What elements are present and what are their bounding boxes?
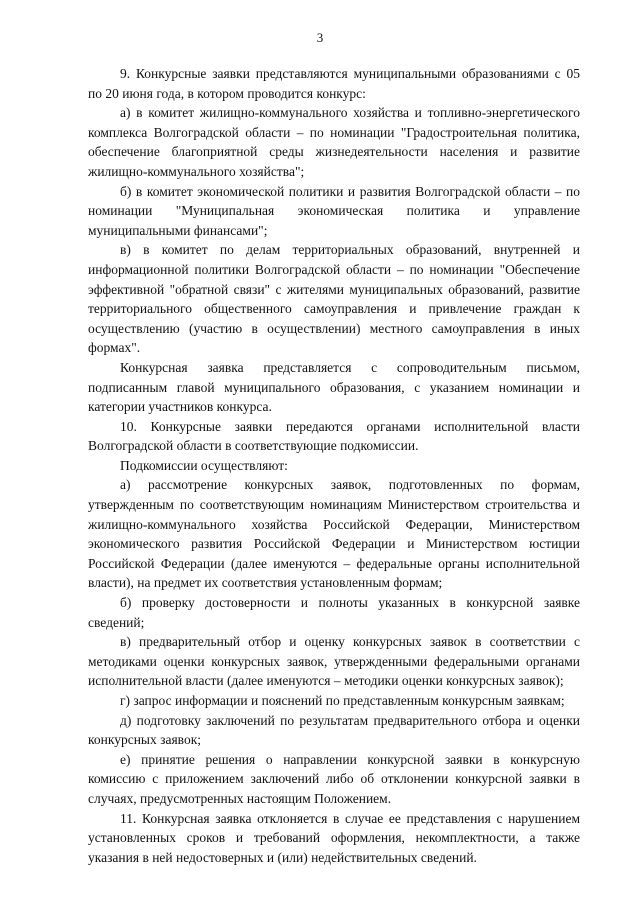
paragraph-10b: б) проверку достоверности и полноты указанных в конкурсной заявке сведений; <box>88 595 580 630</box>
paragraph-9a: а) в комитет жилищно-коммунального хозяйства и топливно-энергетического комплекса Волгоградской области – по номинации "Градостроительная политика, обеспечение благоприятной среды жизнедеятельности населения и развитие жилищно-коммунального хозяйства"; <box>88 105 580 179</box>
paragraph-11: 11. Конкурсная заявка отклоняется в случае ее представления с нарушением установленных сроков и требований оформления, некомплектности, а также указания в ней недостоверных и (или) недействительных сведений. <box>88 810 580 865</box>
paragraph-10g: г) запрос информации и пояснений по представленным конкурсным заявкам; <box>120 693 565 708</box>
document-body <box>88 64 580 867</box>
paragraph-10d: д) подготовку заключений по результатам предварительного отбора и оценки конкурсных заявок; <box>88 712 580 748</box>
paragraph-10v: в) предварительный отбор и оценку конкурсных заявок в соответствии с методиками оценки конкурсных заявок, утвержденными федеральными органами исполнительной власти (далее именуются – методики оценки конкурсных заявок); <box>88 634 580 689</box>
paragraph-9b: б) в комитет экономической политики и развития Волгоградской области – по номинации "Муниципальная экономическая политика и управление муниципальными финансами"; <box>88 183 580 238</box>
paragraph-10: 10. Конкурсные заявки передаются органами исполнительной власти Волгоградской области в соответствующие подкомиссии. <box>88 418 580 454</box>
paragraph-10a: а) рассмотрение конкурсных заявок, подготовленных по формам, утвержденным по соответствующим номинациям Министерством строительства и жилищно-коммунального хозяйства Российской Федерации, Министерством экономического развития Российской Федерации и Министерством юстиции Российской Федерации (далее именуются – федеральные органы исполнительной власти), на предмет их соответствия установленным формам; <box>88 477 580 591</box>
paragraph-9v: в) в комитет по делам территориальных образований, внутренней и информационной политики Волгоградской области – по номинации "Обеспечение эффективной "обратной связи" с жителями муниципальных образований, развитие территориального общественного самоуправления и привлечение граждан к осуществлению (участию в осуществлении) местного самоуправления в иных формах". <box>88 242 580 356</box>
page-number: 3 <box>316 30 324 45</box>
paragraph-9-cover-letter: Конкурсная заявка представляется с сопроводительным письмом, подписанным главой муниципального образования, с указанием номинации и категории участников конкурса. <box>88 359 580 415</box>
paragraph-10-intro: Подкомиссии осуществляют: <box>120 457 288 473</box>
paragraph-9: 9. Конкурсные заявки представляются муниципальными образованиями с 05 по 20 июня года, в котором проводится конкурс: <box>88 66 580 101</box>
paragraph-10e: е) принятие решения о направлении конкурсной заявки в конкурсную комиссию с приложением заключений либо об отклонении конкурсной заявки в случаях, предусмотренных настоящим Положением. <box>88 751 580 806</box>
